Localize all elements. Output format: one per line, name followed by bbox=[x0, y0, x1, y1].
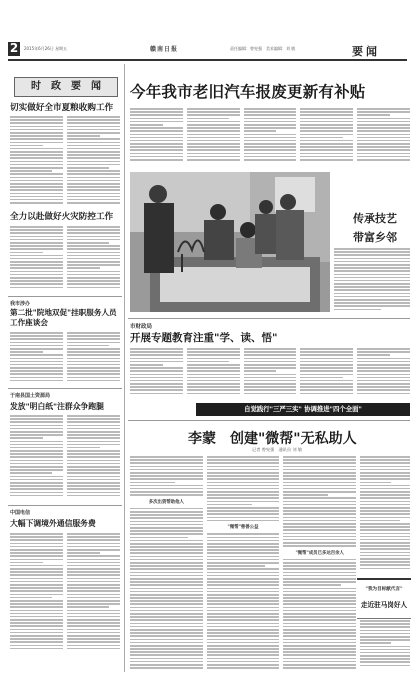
article-body bbox=[10, 533, 120, 653]
lead-body bbox=[130, 108, 410, 166]
article-body bbox=[10, 415, 120, 501]
article-body bbox=[10, 116, 120, 206]
feature-headline: 李蒙 创建"微帮"无私助人 bbox=[188, 431, 357, 447]
section-title: 要闻 bbox=[352, 45, 380, 58]
photo-caption bbox=[334, 248, 410, 316]
masthead-rule bbox=[8, 59, 407, 61]
section-divider bbox=[8, 296, 122, 297]
sidebar-box bbox=[357, 578, 411, 619]
article-kicker: 中国电信 bbox=[10, 510, 31, 516]
section-divider bbox=[8, 388, 122, 389]
politics-banner-text: 时 政 要 闻 bbox=[31, 81, 101, 92]
photo-headline bbox=[340, 210, 410, 245]
article-kicker: 我市涉办 bbox=[10, 301, 31, 307]
article-headline: 大幅下调境外通信服务费 bbox=[10, 519, 96, 528]
article-body bbox=[10, 332, 120, 384]
feature-body bbox=[130, 456, 356, 670]
article-headline: 第二批"院地双促"挂职服务人员工作座谈会 bbox=[10, 308, 117, 327]
photo-headline-line1: 传承技艺 bbox=[353, 212, 397, 225]
photo-image bbox=[130, 172, 330, 312]
article-body bbox=[10, 226, 120, 292]
article-headline: 全力以赴做好火灾防控工作 bbox=[10, 212, 114, 222]
education-body bbox=[130, 348, 410, 400]
education-headline: 开展专题教育注重"学、读、悟" bbox=[130, 332, 278, 344]
section-divider bbox=[128, 318, 410, 319]
article-kicker: 于南县国土资源局 bbox=[10, 393, 51, 399]
feature-subhead: "微帮"慈善公益 bbox=[227, 525, 259, 531]
paper-logo: 赣南日报 bbox=[150, 46, 179, 53]
politics-banner bbox=[14, 77, 118, 97]
sidebar-box-subtitle: 走近驻马岗好人 bbox=[360, 601, 408, 609]
feature-body-right-lower bbox=[360, 620, 410, 670]
article-headline: 切实做好全市夏粮收购工作 bbox=[10, 103, 114, 113]
section-divider bbox=[128, 420, 410, 421]
page-number: 2 bbox=[9, 41, 19, 55]
feature-subhead: "微帮"成员已多达百余人 bbox=[295, 550, 344, 556]
feature-body-right bbox=[360, 456, 410, 574]
section-divider bbox=[8, 505, 122, 506]
campaign-banner bbox=[196, 403, 410, 416]
education-kicker: 市财政局 bbox=[130, 324, 153, 330]
masthead bbox=[0, 0, 415, 62]
campaign-banner-text: 自觉践行"三严三实" 协调推进"四个全面" bbox=[244, 405, 362, 413]
photo-headline-line2: 带富乡邻 bbox=[353, 231, 397, 244]
left-column-divider bbox=[124, 64, 125, 672]
article-headline: 发放"明白纸"注群众争跑腿 bbox=[10, 402, 104, 411]
feature-subhead: 多次出资帮助他人 bbox=[148, 499, 184, 505]
lead-headline: 今年我市老旧汽车报废更新有补贴 bbox=[130, 82, 366, 101]
editor-line: 责任编辑：曾宪强 美术编辑：刘 敏 bbox=[230, 46, 296, 51]
feature-photo bbox=[130, 172, 330, 312]
date-line: 2015年6月26日 星期五 bbox=[24, 46, 68, 51]
sidebar-box-title: "我为目标献代言" bbox=[365, 587, 403, 592]
feature-byline: 记者 曾宪强 通讯员 刘 敏 bbox=[252, 447, 303, 452]
